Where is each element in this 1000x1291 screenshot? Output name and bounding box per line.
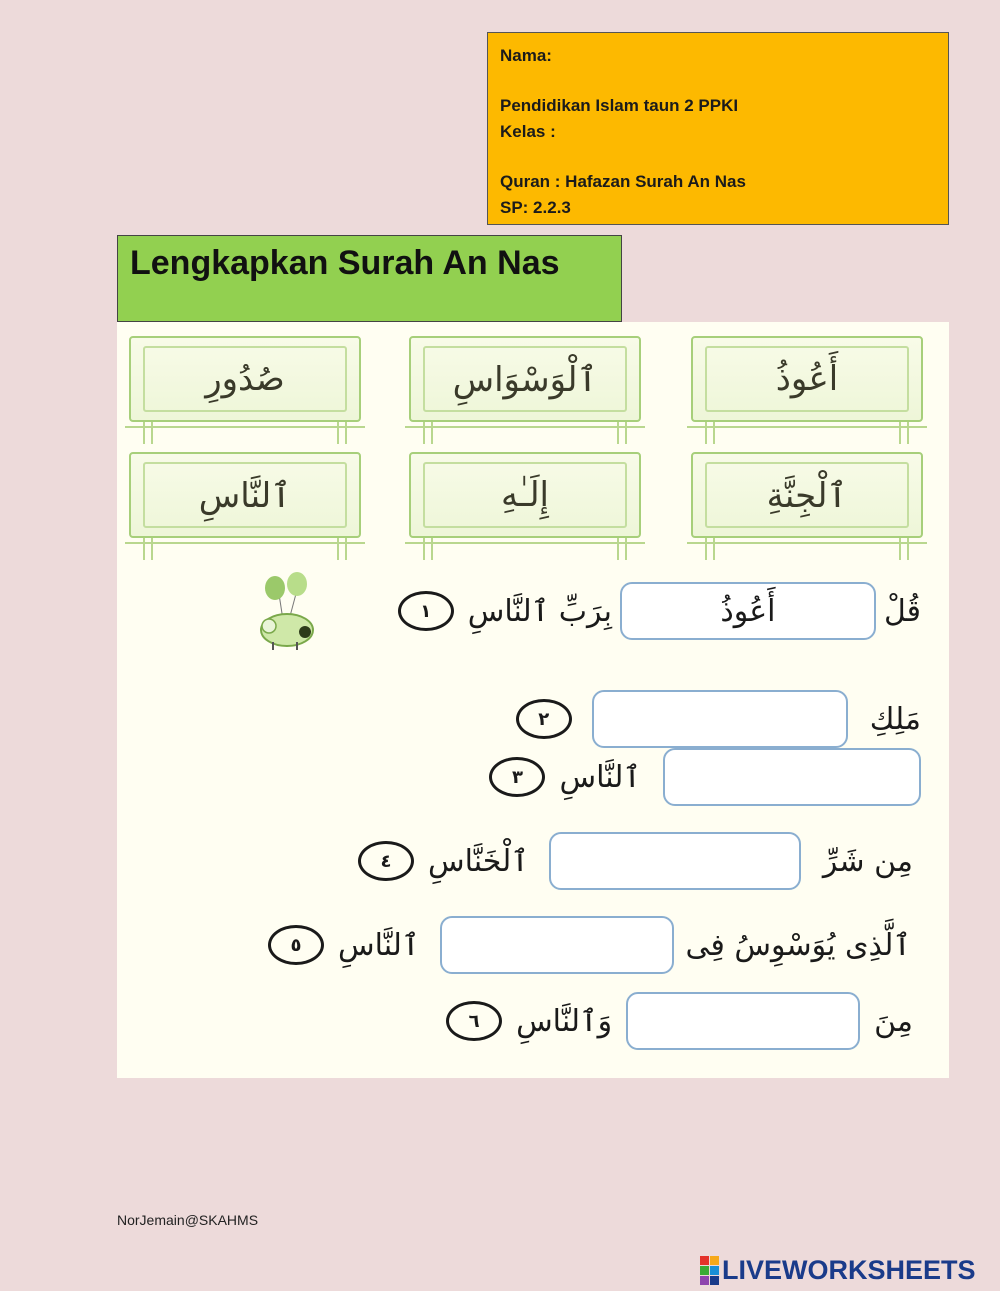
word-chest-5[interactable] [409,446,641,546]
word-chest-label: صُدُورِ [143,346,347,412]
word-chest-label: ٱلْوَسْوَاسِ [423,346,627,412]
worksheet-title: Lengkapkan Surah An Nas [117,235,622,322]
verse-text-before: مِنَ [874,1003,913,1039]
word-chest-4[interactable] [691,446,923,546]
verse-row-3 [483,746,921,808]
verse-text-before: ٱلَّذِى يُوَسْوِسُ فِى [685,927,911,963]
verse-row-5 [262,914,919,976]
word-chest-label: ٱلْجِنَّةِ [705,462,909,528]
verse-text-before: مَلِكِ [869,701,921,737]
verse-row-6 [440,990,921,1052]
author-credit: NorJemain@SKAHMS [117,1212,259,1228]
answer-box-3[interactable] [663,748,921,806]
word-chest-3[interactable] [129,330,361,430]
ayah-number-marker: ٦ [446,1001,502,1041]
ayah-number-marker: ٤ [358,841,414,881]
name-label: Nama: [500,46,552,65]
verse-text-after: وَٱلنَّاسِ [516,1003,613,1039]
word-chest-6[interactable] [129,446,361,546]
verse-text-after: ٱلنَّاسِ [337,927,420,963]
answer-box-4[interactable] [549,832,801,890]
subject-label: Pendidikan Islam taun 2 PPKI [500,96,739,115]
answer-box-6[interactable] [626,992,860,1050]
verse-text-after: ٱلنَّاسِ [559,759,641,795]
answer-box-1[interactable]: أَعُوذُ [620,582,876,640]
liveworksheets-logo-icon [700,1256,719,1285]
quran-topic-label: Quran : Hafazan Surah An Nas [500,172,746,191]
worksheet-area [117,322,949,1078]
answer-box-2[interactable] [592,690,848,748]
ayah-number-marker: ٢ [516,699,572,739]
verse-text-after: ٱلْخَنَّاسِ [427,843,529,879]
word-chest-label: ٱلنَّاسِ [143,462,347,528]
word-chest-label: أَعُوذُ [705,346,909,412]
verse-text-before: قُلْ [883,593,921,629]
ayah-number-marker: ٥ [268,925,324,965]
verse-text-after: بِرَبِّ ٱلنَّاسِ [467,593,612,629]
verse-row-1 [392,580,929,642]
sp-label: SP: 2.2.3 [500,198,571,217]
class-label: Kelas : [500,122,556,141]
student-info-box [487,32,949,225]
liveworksheets-logo[interactable] [700,1255,976,1286]
answer-box-5[interactable] [440,916,674,974]
word-chest-2[interactable] [409,330,641,430]
liveworksheets-brand: LIVEWORKSHEETS [722,1255,976,1285]
ayah-number-marker: ٣ [489,757,545,797]
verse-row-4 [352,830,921,892]
verse-row-2 [510,688,929,750]
word-chest-label: إِلَـٰهِ [423,462,627,528]
sheep-balloon-icon [249,572,329,652]
ayah-number-marker: ١ [398,591,454,631]
verse-text-before: مِن شَرِّ [822,843,913,879]
word-chest-1[interactable] [691,330,923,430]
